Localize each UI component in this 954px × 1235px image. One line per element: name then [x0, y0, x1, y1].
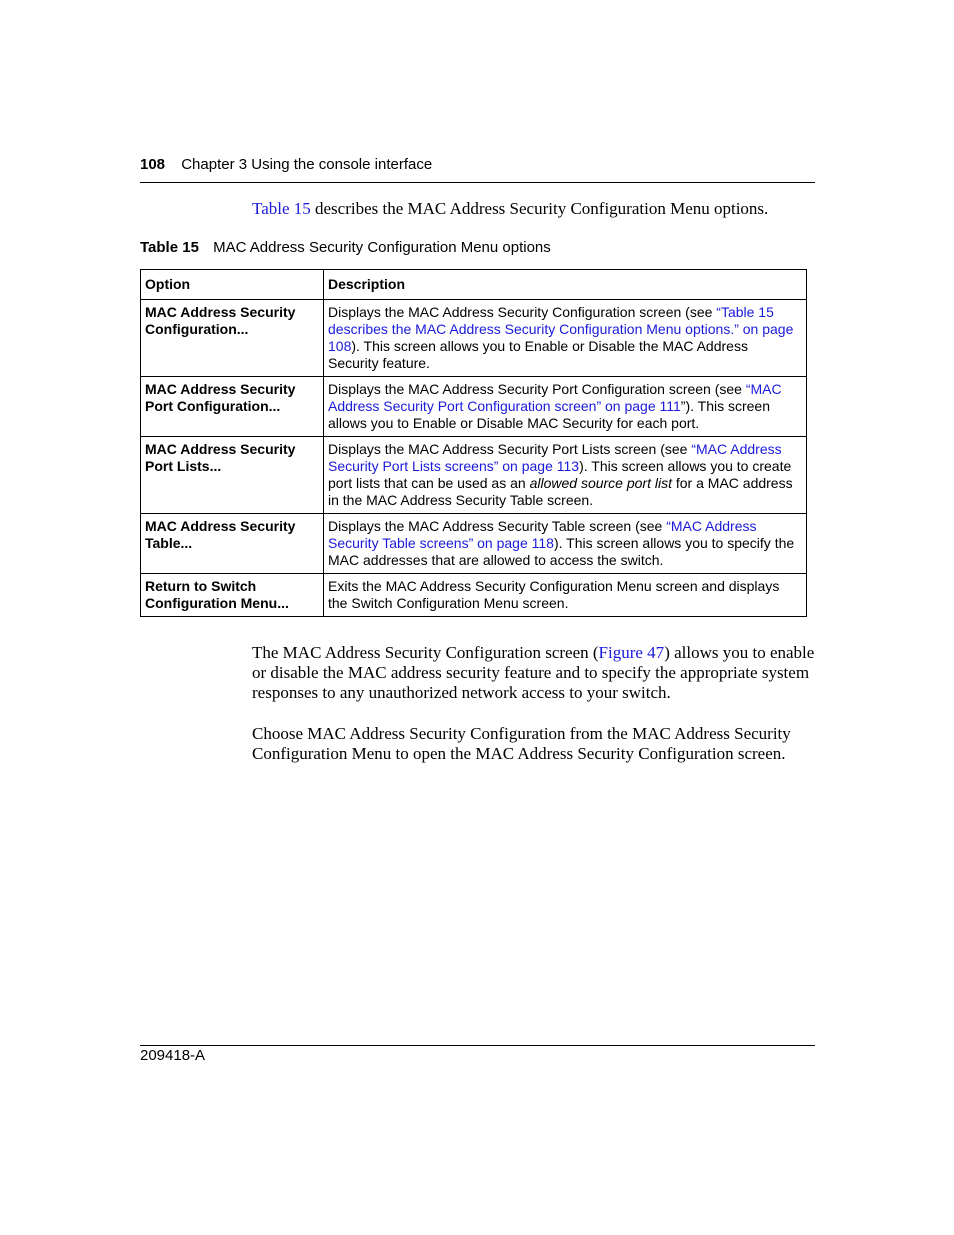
description-text: for a MAC address in the MAC Address Security Table screen.	[328, 475, 793, 508]
cross-reference-link[interactable]: “MAC Address Security Table screens” on page 118	[328, 518, 757, 551]
intro-sentence	[252, 199, 768, 219]
body-paragraph	[252, 643, 817, 703]
cross-reference-link[interactable]: “MAC Address Security Port Lists screens” on page 113	[328, 441, 782, 474]
description-cell	[324, 377, 807, 437]
header-divider	[140, 182, 815, 183]
description-cell	[324, 514, 807, 574]
figure-47-link[interactable]: Figure 47	[598, 643, 665, 662]
description-text: ). This screen allows you to create port lists that can be used as an	[328, 458, 792, 491]
description-text: Displays the MAC Address Security Port Configuration screen (see	[328, 381, 746, 397]
paragraph-text: The MAC Address Security Configuration screen (	[252, 643, 599, 662]
table-15-link[interactable]: Table 15	[252, 199, 311, 218]
description-text: ). This screen allows you to Enable or Disable the MAC Address Security feature.	[328, 338, 748, 371]
option-cell: MAC Address Security Table...	[141, 514, 324, 574]
description-text: Displays the MAC Address Security Port Lists screen (see	[328, 441, 692, 457]
paragraph-text: ) allows you to enable or disable the MAC address security feature and to specify the appropriate system responses to any unauthorized network access to your switch.	[252, 643, 815, 702]
intro-text: describes the MAC Address Security Configuration Menu options.	[310, 199, 769, 218]
description-text: Displays the MAC Address Security Table screen (see	[328, 518, 667, 534]
table-caption-title: MAC Address Security Configuration Menu options	[213, 239, 551, 256]
description-text: Displays the MAC Address Security Configuration screen (see	[328, 304, 717, 320]
column-header-option: Option	[141, 270, 324, 300]
option-cell: Return to Switch Configuration Menu...	[141, 574, 324, 617]
cross-reference-link[interactable]: “Table 15 describes the MAC Address Security Configuration Menu options.” on page 108	[328, 304, 794, 354]
column-header-description: Description	[324, 270, 807, 300]
description-italic-term: allowed source port list	[529, 475, 672, 491]
options-table	[140, 269, 807, 617]
table-row	[141, 437, 807, 514]
table-header-row	[141, 270, 807, 300]
body-paragraph	[252, 724, 817, 764]
page-number: 108	[140, 156, 166, 173]
description-text: ”). This screen allows you to Enable or Disable MAC Security for each port.	[328, 398, 771, 431]
description-text: Exits the MAC Address Security Configuration Menu screen and displays the Switch Configuration Menu screen.	[328, 578, 780, 611]
paragraph-text: Choose MAC Address Security Configuration from the MAC Address Security Configuration Menu to open the MAC Address Security Configuration screen.	[252, 724, 791, 763]
description-text: ). This screen allows you to specify the MAC addresses that are allowed to access the switch.	[328, 535, 795, 568]
chapter-title: Chapter 3 Using the console interface	[181, 156, 433, 173]
description-cell	[324, 300, 807, 377]
table-row	[141, 514, 807, 574]
page-header	[140, 156, 815, 173]
option-cell: MAC Address Security Port Configuration...	[141, 377, 324, 437]
footer-divider	[140, 1045, 815, 1046]
option-cell: MAC Address Security Port Lists...	[141, 437, 324, 514]
table-row	[141, 300, 807, 377]
description-cell	[324, 437, 807, 514]
option-cell: MAC Address Security Configuration...	[141, 300, 324, 377]
table-row	[141, 377, 807, 437]
table-caption	[140, 239, 551, 256]
table-caption-label: Table 15	[140, 239, 199, 256]
document-number: 209418-A	[140, 1047, 206, 1064]
cross-reference-link[interactable]: “MAC Address Security Port Configuration screen” on page 111	[328, 381, 782, 414]
table-row	[141, 574, 807, 617]
description-cell	[324, 574, 807, 617]
